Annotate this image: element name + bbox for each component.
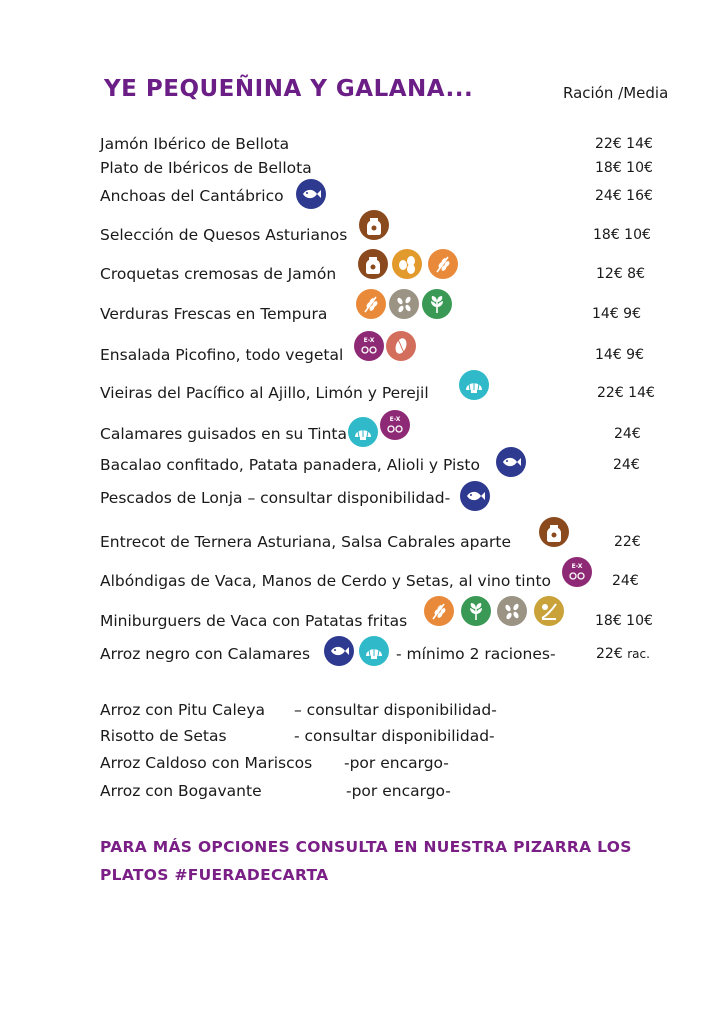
fish-icon <box>460 481 490 511</box>
dish-name: Arroz negro con Calamares <box>100 645 311 663</box>
sulphites-icon <box>354 331 384 361</box>
dish-price: 24€ <box>612 573 639 589</box>
dish-name: Pescados de Lonja – consultar disponibilidad- <box>100 489 451 507</box>
sulphites-icon <box>380 410 410 440</box>
dairy-icon <box>358 249 388 279</box>
gluten-icon <box>424 596 454 626</box>
sesame-icon <box>389 289 419 319</box>
dairy-icon <box>359 210 389 240</box>
dish-name: Verduras Frescas en Tempura <box>100 305 328 323</box>
dairy-icon <box>539 517 569 547</box>
sulphites-icon <box>562 557 592 587</box>
mollusc-icon <box>459 370 489 400</box>
egg-icon <box>392 249 422 279</box>
nuts-icon <box>386 331 416 361</box>
price-value: 22€ <box>596 646 623 662</box>
rice-note: -por encargo- <box>344 754 449 772</box>
rice-name: Arroz con Bogavante <box>100 782 262 800</box>
dish-row <box>0 644 724 672</box>
dish-price: 18€ 10€ <box>595 160 653 176</box>
dish-price: 14€ 9€ <box>592 306 641 322</box>
dish-row <box>0 383 724 411</box>
dish-row <box>0 416 724 452</box>
menu-title: YE PEQUEÑINA Y GALANA... <box>104 76 474 102</box>
dish-price: 22€ 14€ <box>597 385 655 401</box>
dish-name: Ensalada Picofino, todo vegetal <box>100 346 344 364</box>
celery-icon <box>422 289 452 319</box>
svg-text:E-X: E-X <box>571 563 583 570</box>
dish-name: Selección de Quesos Asturianos <box>100 226 348 244</box>
price-suffix: rac. <box>627 647 650 661</box>
dish-row <box>0 488 724 516</box>
dish-name: Vieiras del Pacífico al Ajillo, Limón y Perejil <box>100 384 429 402</box>
gluten-icon <box>428 249 458 279</box>
column-header: Ración /Media <box>563 84 669 102</box>
dish-row <box>0 158 724 186</box>
dish-price: 12€ 8€ <box>596 266 645 282</box>
dish-name: Entrecot de Ternera Asturiana, Salsa Cabrales aparte <box>100 533 511 551</box>
fish-icon <box>324 636 354 666</box>
dish-row <box>0 455 724 483</box>
dish-price: 18€ 10€ <box>595 613 653 629</box>
dish-price: 24€ 16€ <box>595 188 653 204</box>
dish-row <box>0 532 724 560</box>
dish-row <box>0 304 724 332</box>
dish-price: 18€ 10€ <box>593 227 651 243</box>
dish-extra-note: - mínimo 2 raciones- <box>396 645 556 663</box>
rice-note: - consultar disponibilidad- <box>294 727 495 745</box>
dish-price: 24€ <box>613 457 640 473</box>
dish-name: Miniburguers de Vaca con Patatas fritas <box>100 612 408 630</box>
mollusc-icon <box>359 636 389 666</box>
rice-name: Arroz Caldoso con Mariscos <box>100 754 313 772</box>
gluten-icon <box>356 289 386 319</box>
dish-name: Jamón Ibérico de Bellota <box>100 135 290 153</box>
dish-name: Bacalao confitado, Patata panadera, Alioli y Pisto <box>100 456 480 474</box>
rice-name: Arroz con Pitu Caleya <box>100 701 266 719</box>
footer-note: PARA MÁS OPCIONES CONSULTA EN NUESTRA PIZARRA LOS PLATOS #FUERADECARTA <box>100 838 632 884</box>
mollusc-icon <box>348 417 378 447</box>
dish-row <box>0 563 724 599</box>
dish-name: Calamares guisados en su Tinta <box>100 425 347 443</box>
dish-row <box>0 611 724 639</box>
svg-text:E-X: E-X <box>363 337 375 344</box>
sesame-icon <box>497 596 527 626</box>
rice-note: – consultar disponibilidad- <box>294 701 497 719</box>
dish-row <box>0 337 724 373</box>
dish-price: 14€ 9€ <box>595 347 644 363</box>
dish-name: Croquetas cremosas de Jamón <box>100 265 337 283</box>
fish-icon <box>496 447 526 477</box>
dish-name: Anchoas del Cantábrico <box>100 187 284 205</box>
rice-name: Risotto de Setas <box>100 727 227 745</box>
dish-price: 22€ <box>614 534 641 550</box>
dish-price: 22€ 14€ <box>595 136 653 152</box>
dish-name: Plato de Ibéricos de Bellota <box>100 159 312 177</box>
dish-price <box>596 644 650 664</box>
dish-name: Albóndigas de Vaca, Manos de Cerdo y Setas, al vino tinto <box>100 572 551 590</box>
svg-text:E-X: E-X <box>389 416 401 423</box>
dish-price: 24€ <box>614 426 641 442</box>
dish-row <box>0 264 724 292</box>
celery-icon <box>461 596 491 626</box>
rice-note: -por encargo- <box>346 782 451 800</box>
fish-icon <box>296 179 326 209</box>
mustard-icon <box>534 596 564 626</box>
